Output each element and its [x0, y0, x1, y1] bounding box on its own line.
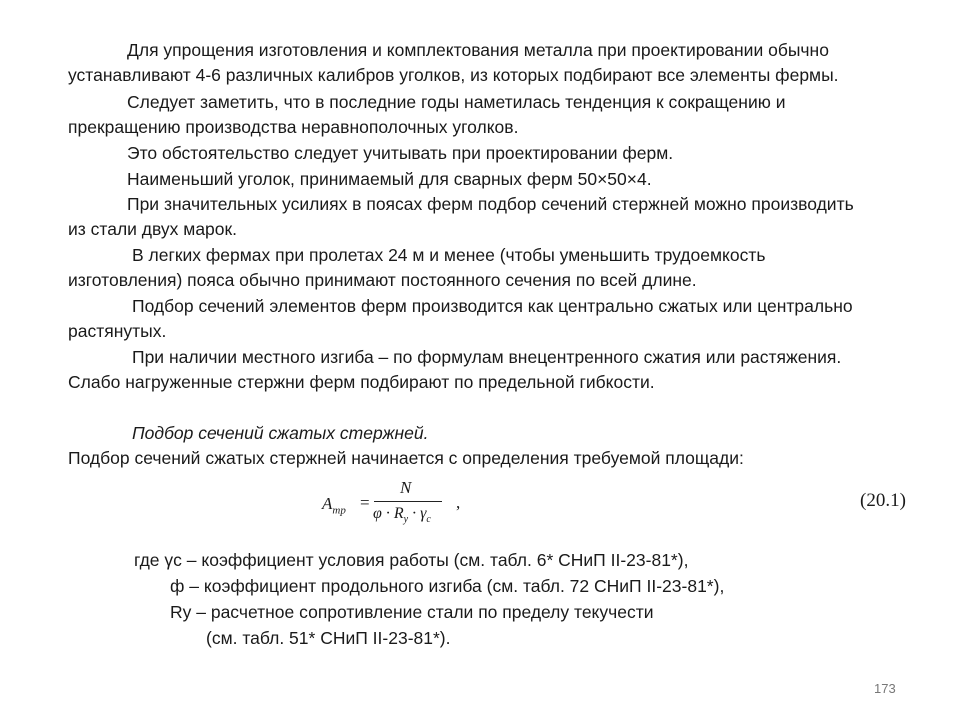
definition-line: ф – коэффициент продольного изгиба (см. табл. 72 СНиП II-23-81*),: [170, 576, 725, 596]
paragraph-line: Следует заметить, что в последние годы наметилась тенденция к сокращению и: [127, 92, 786, 112]
paragraph-line: изготовления) пояса обычно принимают постоянного сечения по всей длине.: [68, 270, 697, 290]
paragraph-line: прекращению производства неравнополочных уголков.: [68, 117, 519, 137]
paragraph-line: устанавливают 4-6 различных калибров уголков, из которых подбирают все элементы фермы.: [68, 65, 839, 85]
section-intro: Подбор сечений сжатых стержней начинается с определения требуемой площади:: [68, 448, 744, 468]
paragraph-line: Наименьший уголок, принимаемый для сварных ферм 50×50×4.: [127, 169, 652, 189]
paragraph-line: При значительных усилиях в поясах ферм подбор сечений стержней можно производить: [127, 194, 854, 214]
paragraph-line: При наличии местного изгиба – по формулам внецентренного сжатия или растяжения.: [132, 347, 842, 367]
equation-number: (20.1): [860, 490, 906, 511]
definition-line: где γс – коэффициент условия работы (см. табл. 6* СНиП II-23-81*),: [134, 550, 689, 570]
formula-comma: ,: [456, 493, 461, 512]
paragraph-line: Слабо нагруженные стержни ферм подбирают по предельной гибкости.: [68, 372, 655, 392]
formula-lhs: $A_{тр}$: [322, 494, 346, 517]
definition-line: (см. табл. 51* СНиП II-23-81*).: [206, 628, 451, 648]
fraction-bar: [374, 501, 442, 502]
formula: [318, 478, 478, 530]
paragraph-line: Подбор сечений элементов ферм производится как центрально сжатых или центрально: [132, 296, 853, 316]
paragraph-line: Для упрощения изготовления и комплектования металла при проектировании обычно: [127, 40, 829, 60]
paragraph-line: из стали двух марок.: [68, 219, 238, 239]
definition-line: Ry – расчетное сопротивление стали по пределу текучести: [170, 602, 654, 622]
paragraph-line: В легких фермах при пролетах 24 м и менее (чтобы уменьшить трудоемкость: [132, 245, 766, 265]
section-title: Подбор сечений сжатых стержней.: [132, 423, 429, 443]
paragraph-line: растянутых.: [68, 321, 167, 341]
formula-numerator: N: [400, 478, 412, 497]
formula-equals: =: [360, 493, 370, 512]
page-number: 173: [874, 681, 896, 696]
formula-denominator: $\varphi \cdot R_y \cdot \gamma_c$: [373, 505, 431, 526]
paragraph-line: Это обстоятельство следует учитывать при проектировании ферм.: [127, 143, 674, 163]
